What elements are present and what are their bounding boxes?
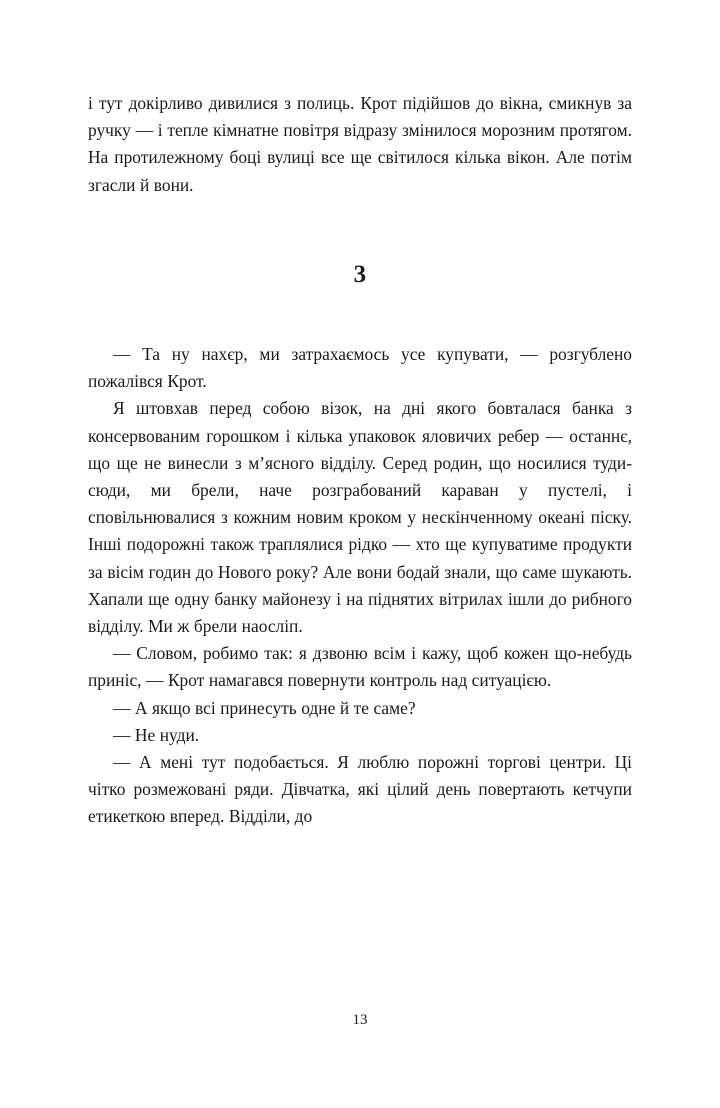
paragraph: — А якщо всі принесуть одне й те саме? xyxy=(113,697,416,718)
paragraph: — Не нуди. xyxy=(113,724,200,745)
paragraph: Я штовхав перед собою візок, на дні якого бовталася банка з консервованим горошком і кілька упаковок яловичих ребер — останнє, що ще не винесли з м’ясного відділу. Серед родин, що носилися туди-сюди, ми брели, наче розграбований караван у пустелі, і сповільнювалися з кожним новим кроком у нескінченному океані піску. Інші подорожні також траплялися рідко — хто ще купуватиме продукти за вісім годин до Нового року? Але вони бодай знали, що саме шукають. Хапали ще одну банку майонезу і на піднятих вітрилах ішли до рибного відділу. Ми ж брели наосліп. xyxy=(88,398,632,637)
page-number: 13 xyxy=(352,1012,368,1028)
paragraph-continued: і тут докірливо дивилися з полиць. Крот підійшов до вікна, смикнув за ручку — і тепле кімнатне повітря відразу змінилося морозним протягом. На протилежному боці вулиці все ще світилося кілька вікон. Але потім згасли й вони. xyxy=(88,93,632,195)
paragraph: — Та ну нахєр, ми затрахаємось усе купувати, — розгублено пожалівся Крот. xyxy=(88,344,632,392)
chapter-number-heading: 3 xyxy=(353,261,367,288)
text-column-main xyxy=(88,341,632,831)
paragraph: — Словом, робимо так: я дзвоню всім і кажу, щоб кожен що-небудь приніс, — Крот намагався повернути контроль над ситуацією. xyxy=(88,643,632,691)
paragraph: — А мені тут подобається. Я люблю порожні торгові центри. Ці чітко розмежовані ряди. Дівчатка, які цілий день повертають кетчупи етикеткою вперед. Відділи, до xyxy=(88,752,632,827)
text-column-top xyxy=(88,90,632,199)
